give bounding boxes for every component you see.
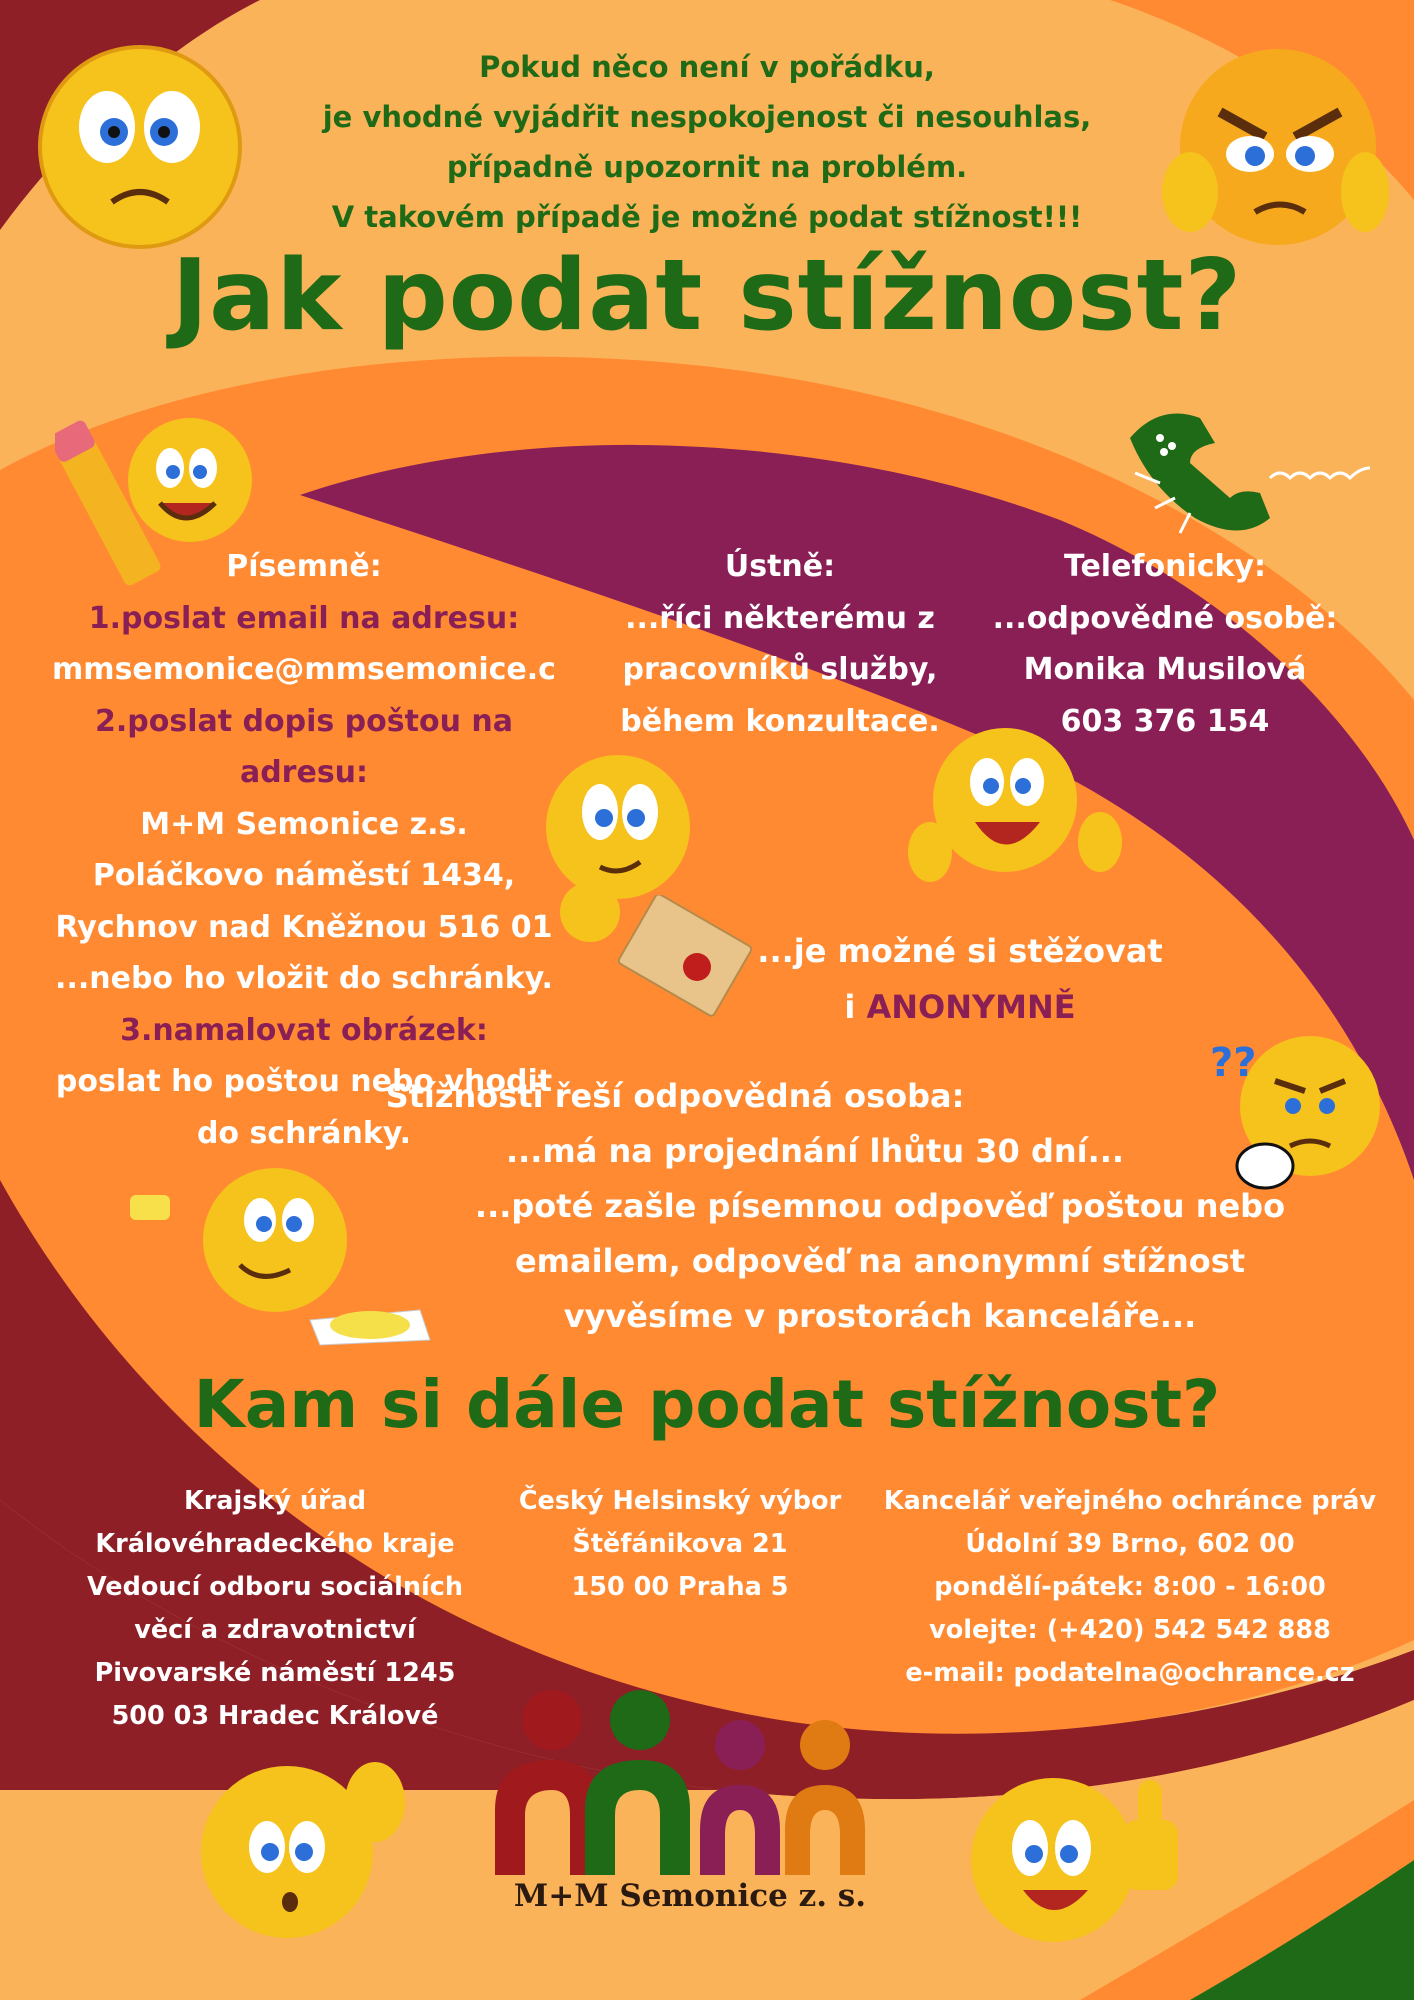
embarrassed-emoji-icon xyxy=(195,1752,415,1942)
phone-column xyxy=(975,541,1355,747)
phone-number: 603 376 154 xyxy=(1060,703,1270,739)
secondary-title: Kam si dále podat stížnost? xyxy=(193,1366,1221,1443)
handling-line: emailem, odpověď na anonymní stížnost xyxy=(514,1242,1246,1280)
contact-line: Údolní 39 Brno, 602 00 xyxy=(965,1529,1295,1559)
address-name: M+M Semonice z.s. xyxy=(140,806,468,842)
written-item3-text: poslat ho poštou nebo vhodit xyxy=(55,1064,553,1099)
contact-line: e-mail: podatelna@ochrance.cz xyxy=(905,1658,1355,1688)
intro-line: případně upozornit na problém. xyxy=(446,150,968,184)
written-column xyxy=(30,541,578,1159)
page-title: Jak podat stížnost? xyxy=(171,239,1243,353)
handling-line: Stížnosti řeší odpovědná osoba: xyxy=(385,1077,965,1115)
contact-regional-office xyxy=(20,1480,530,1738)
contact-line: 500 03 Hradec Králové xyxy=(111,1701,439,1731)
svg-text:??: ?? xyxy=(1210,1040,1257,1086)
handling-line: vyvěsíme v prostorách kanceláře... xyxy=(563,1297,1197,1335)
contact-line: volejte: (+420) 542 542 888 xyxy=(929,1615,1331,1645)
contact-ombudsman xyxy=(870,1480,1390,1695)
handling-line: ...má na projednání lhůtu 30 dní... xyxy=(505,1132,1125,1170)
anonymous-note xyxy=(740,923,1180,1035)
intro-line: Pokud něco není v pořádku, xyxy=(479,50,935,84)
handling-text-continued xyxy=(474,1124,1370,1344)
written-item1-label: 1.poslat email na adresu: xyxy=(88,600,520,636)
written-email: mmsemonice@mmsemonice.c xyxy=(52,652,556,687)
address-city: Rychnov nad Kněžnou 516 01 xyxy=(55,909,553,945)
anonymous-highlight: ANONYMNĚ xyxy=(866,988,1076,1026)
oral-line: ...říci některému z xyxy=(625,600,935,636)
handling-text xyxy=(385,1068,965,1124)
oral-line: pracovníků služby, xyxy=(622,652,938,687)
intro-line: je vhodné vyjádřit nespokojenost či nesouhlas, xyxy=(322,100,1092,134)
pointing-emoji-icon xyxy=(905,722,1125,892)
handling-line: ...poté zašle písemnou odpověď poštou nebo xyxy=(474,1187,1286,1225)
drawing-emoji-icon xyxy=(120,1160,440,1350)
address-street: Poláčkovo náměstí 1434, xyxy=(92,858,516,893)
contact-line: Krajský úřad xyxy=(183,1486,367,1516)
logo-icon xyxy=(490,1690,890,1880)
contact-helsinki-committee xyxy=(500,1480,860,1609)
oral-column xyxy=(600,541,960,747)
anonymous-line: ...je možné si stěžovat xyxy=(757,932,1163,970)
written-item3-label: 3.namalovat obrázek: xyxy=(120,1012,488,1048)
phone-heading: Telefonicky: xyxy=(1063,549,1267,584)
phone-person: Monika Musilová xyxy=(1023,652,1307,687)
written-item3-text: do schránky. xyxy=(196,1115,412,1151)
written-heading: Písemně: xyxy=(226,549,382,584)
telephone-icon xyxy=(1120,398,1380,538)
contact-line: 150 00 Praha 5 xyxy=(571,1572,789,1602)
oral-line: během konzultace. xyxy=(620,703,940,739)
contact-line: Kancelář veřejného ochránce práv xyxy=(883,1486,1377,1516)
written-item2-label: 2.poslat dopis poštou na xyxy=(95,703,513,739)
contact-line: Vedoucí odboru sociálních xyxy=(86,1572,464,1602)
contact-line: Pivovarské náměstí 1245 xyxy=(94,1658,456,1688)
intro-line: V takovém případě je možné podat stížnost!!! xyxy=(331,200,1083,234)
thumbs-up-emoji-icon xyxy=(968,1760,1198,1950)
anonymous-line xyxy=(740,979,1180,1035)
contact-line: Štěfánikova 21 xyxy=(572,1529,788,1559)
logo-name: M+M Semonice z. s. xyxy=(513,1878,867,1914)
written-item2-label: adresu: xyxy=(239,755,369,790)
oral-heading: Ústně: xyxy=(724,549,836,584)
contact-line: pondělí-pátek: 8:00 - 16:00 xyxy=(934,1572,1326,1602)
intro-text xyxy=(200,42,1214,242)
envelope-icon xyxy=(615,895,755,1025)
mailbox-text: ...nebo ho vložit do schránky. xyxy=(55,961,553,996)
phone-line: ...odpovědné osobě: xyxy=(992,600,1338,636)
anonymous-prefix: i xyxy=(844,988,867,1026)
contact-line: Královéhradeckého kraje xyxy=(95,1529,455,1559)
contact-line: věcí a zdravotnictví xyxy=(134,1615,416,1645)
contact-line: Český Helsinský výbor xyxy=(518,1486,842,1516)
